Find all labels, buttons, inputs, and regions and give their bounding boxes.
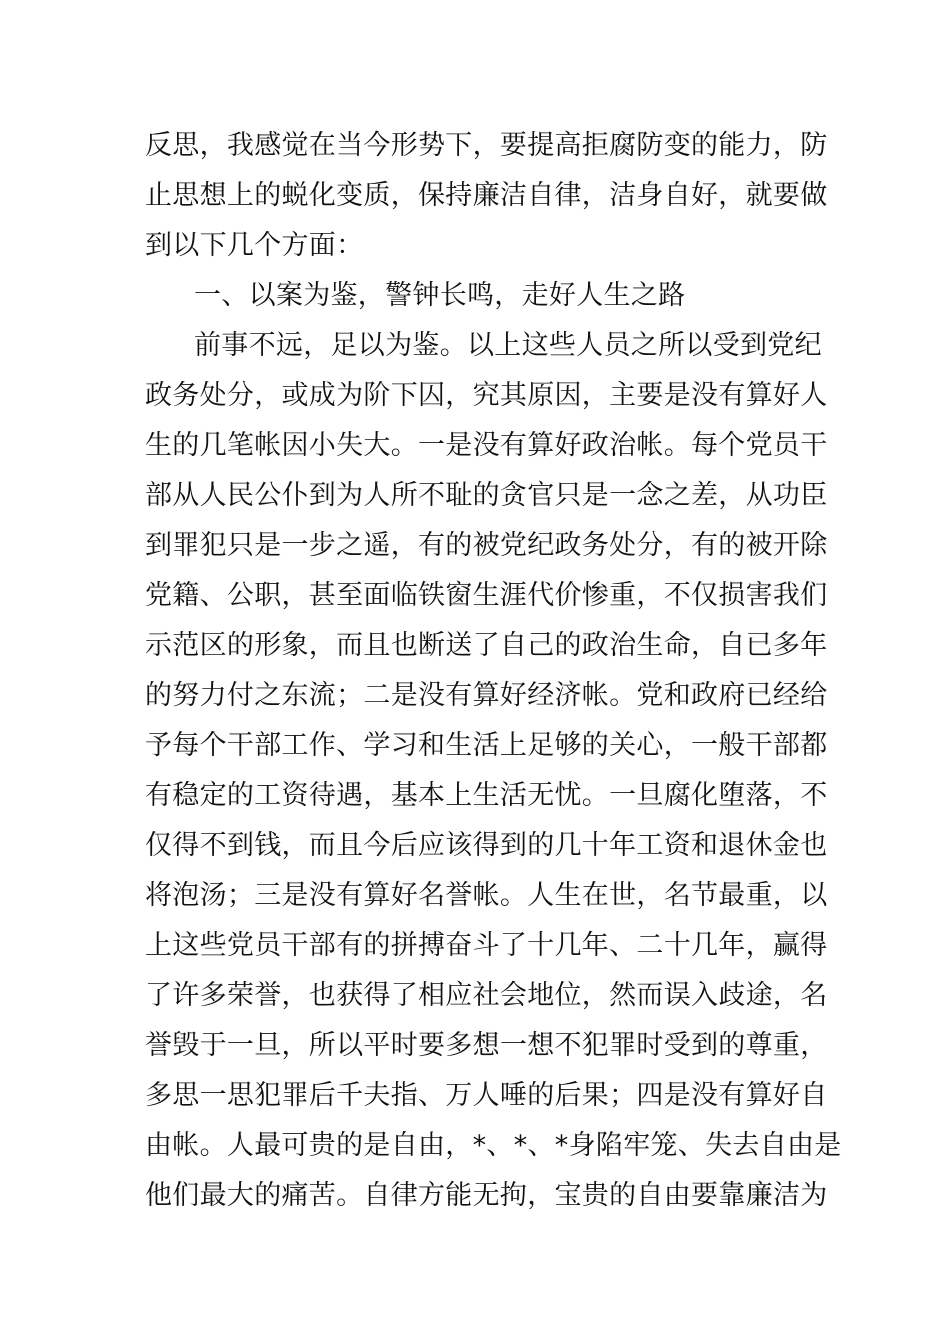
text-line-9: 到罪犯只是一步之遥，有的被党纪政务处分，有的被开除 (145, 530, 828, 561)
text-line-18: 了许多荣誉，也获得了相应社会地位，然而误入歧途，名 (145, 980, 828, 1011)
text-line-17: 上这些党员干部有的拼搏奋斗了十几年、二十几年，赢得 (145, 930, 828, 961)
section-heading-1: 一、以案为鉴，警钟长鸣，走好人生之路 (194, 280, 686, 311)
text-line-15: 仅得不到钱，而且今后应该得到的几十年工资和退休金也 (145, 830, 828, 861)
text-line-8: 部从人民公仆到为人所不耻的贪官只是一念之差，从功臣 (145, 480, 828, 511)
text-line-16: 将泡汤；三是没有算好名誉帐。人生在世，名节最重，以 (145, 880, 828, 911)
text-line-21: 由帐。人最可贵的是自由，*、*、*身陷牢笼、失去自由是 (145, 1130, 842, 1161)
text-line-13: 予每个干部工作、学习和生活上足够的关心，一般干部都 (145, 730, 828, 761)
text-line-1: 反思，我感觉在当今形势下，要提高拒腐防变的能力，防 (145, 130, 828, 161)
text-line-14: 有稳定的工资待遇，基本上生活无忧。一旦腐化堕落，不 (145, 780, 828, 811)
text-line-12: 的努力付之东流；二是没有算好经济帐。党和政府已经给 (145, 680, 828, 711)
text-line-20: 多思一思犯罪后千夫指、万人唾的后果；四是没有算好自 (145, 1080, 828, 1111)
text-line-2: 止思想上的蜕化变质，保持廉洁自律，洁身自好，就要做 (145, 180, 828, 211)
text-line-3: 到以下几个方面： (145, 230, 364, 261)
text-line-5: 前事不远，足以为鉴。以上这些人员之所以受到党纪 (194, 330, 822, 361)
text-line-6: 政务处分，或成为阶下囚，究其原因，主要是没有算好人 (145, 380, 828, 411)
text-line-22: 他们最大的痛苦。自律方能无拘，宝贵的自由要靠廉洁为 (145, 1180, 828, 1211)
text-line-11: 示范区的形象，而且也断送了自己的政治生命，自已多年 (145, 630, 828, 661)
text-line-19: 誉毁于一旦，所以平时要多想一想不犯罪时受到的尊重， (145, 1030, 828, 1061)
text-line-10: 党籍、公职，甚至面临铁窗生涯代价惨重，不仅损害我们 (145, 580, 828, 611)
text-line-7: 生的几笔帐因小失大。一是没有算好政治帐。每个党员干 (145, 430, 828, 461)
